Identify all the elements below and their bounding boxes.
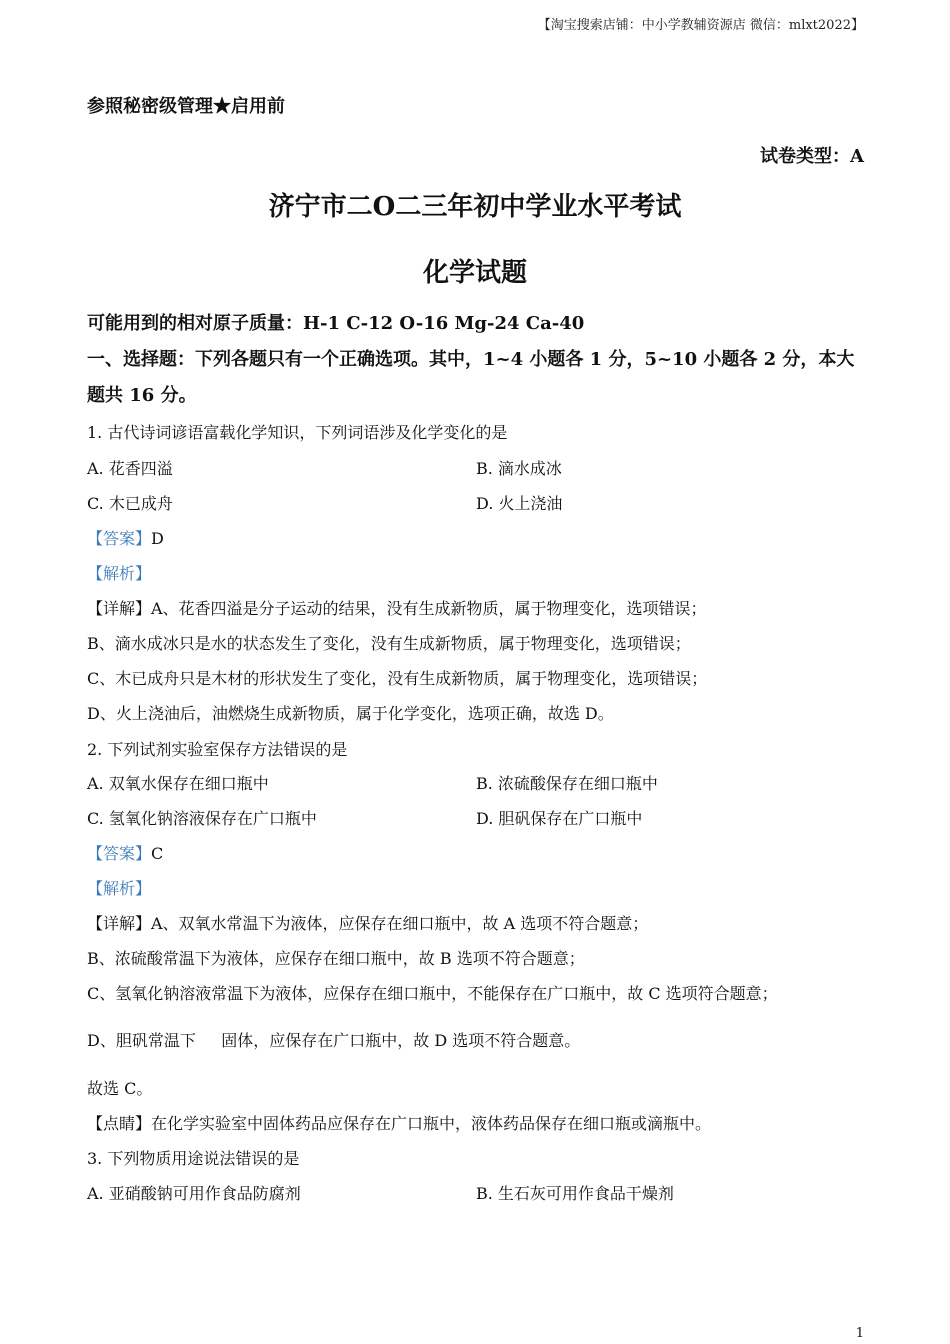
q2-option-c: C. 氢氧化钠溶液保存在广口瓶中 (87, 809, 317, 828)
q1-detail-4: D、火上浇油后，油燃烧生成新物质，属于化学变化，选项正确，故选 D。 (87, 704, 614, 723)
q2-tip: 【点睛】在化学实验室中固体药品应保存在广口瓶中，液体药品保存在细口瓶或滴瓶中。 (87, 1114, 712, 1133)
q3-option-b: B. 生石灰可用作食品干燥剂 (476, 1184, 674, 1203)
q1-detail-3: C、木已成舟只是木材的形状发生了变化，没有生成新物质，属于物理变化，选项错误； (87, 669, 708, 688)
answer-tag: 【答案】 (87, 529, 152, 548)
q3-option-a: A. 亚硝酸钠可用作食品防腐剂 (87, 1184, 301, 1203)
q1-option-d: D. 火上浇油 (476, 494, 563, 513)
q2-detail-4: D、胆矾常温下 固体，应保存在广口瓶中，故 D 选项不符合题意。 (87, 1031, 581, 1050)
exam-title: 济宁市二O二三年初中学业水平考试 (268, 192, 682, 222)
q2-option-d: D. 胆矾保存在广口瓶中 (476, 809, 643, 828)
atomic-mass-line: 可能用到的相对原子质量：H-1 C-12 O-16 Mg-24 Ca-40 (87, 313, 585, 334)
section-instructions-line2: 题共 16 分。 (87, 385, 197, 406)
q1-option-c: C. 木已成舟 (87, 494, 173, 513)
secret-level: 参照秘密级管理★启用前 (87, 96, 285, 117)
q2-answer (87, 841, 163, 864)
q1-answer (87, 526, 164, 549)
q1-option-a: A. 花香四溢 (87, 459, 173, 478)
q1-stem: 1. 古代诗词谚语富载化学知识，下列词语涉及化学变化的是 (87, 423, 508, 442)
q1-option-b: B. 滴水成冰 (476, 459, 562, 478)
section-instructions-line1: 一、选择题：下列各题只有一个正确选项。其中，1~4 小题各 1 分，5~10 小题各 2 分，本大 (87, 349, 855, 370)
q1-analysis-tag: 【解析】 (87, 564, 152, 583)
page-number: 1 (855, 1326, 864, 1341)
paper-type: 试卷类型：A (760, 146, 864, 167)
q2-detail-3: C、氢氧化钠溶液常温下为液体，应保存在细口瓶中，不能保存在广口瓶中，故 C 选项符合题意； (87, 984, 778, 1003)
q2-stem: 2. 下列试剂实验室保存方法错误的是 (87, 740, 348, 759)
q2-detail-2: B、浓硫酸常温下为液体，应保存在细口瓶中，故 B 选项不符合题意； (87, 949, 585, 968)
subject-title: 化学试题 (422, 258, 527, 288)
q1-detail-1: 【详解】A、花香四溢是分子运动的结果，没有生成新物质，属于物理变化，选项错误； (87, 599, 707, 618)
answer-value: C (151, 844, 164, 863)
q2-analysis-tag: 【解析】 (87, 879, 152, 898)
q2-option-b: B. 浓硫酸保存在细口瓶中 (476, 774, 658, 793)
q2-conclusion: 故选 C。 (87, 1079, 153, 1098)
header-note: 【淘宝搜索店铺：中小学教辅资源店 微信：mlxt2022】 (537, 18, 864, 33)
q3-stem: 3. 下列物质用途说法错误的是 (87, 1149, 300, 1168)
q1-detail-2: B、滴水成冰只是水的状态发生了变化，没有生成新物质，属于物理变化，选项错误； (87, 634, 691, 653)
q2-option-a: A. 双氧水保存在细口瓶中 (87, 774, 269, 793)
answer-value: D (151, 529, 164, 548)
answer-tag: 【答案】 (87, 844, 152, 863)
q2-detail-1: 【详解】A、双氧水常温下为液体，应保存在细口瓶中，故 A 选项不符合题意； (87, 914, 649, 933)
